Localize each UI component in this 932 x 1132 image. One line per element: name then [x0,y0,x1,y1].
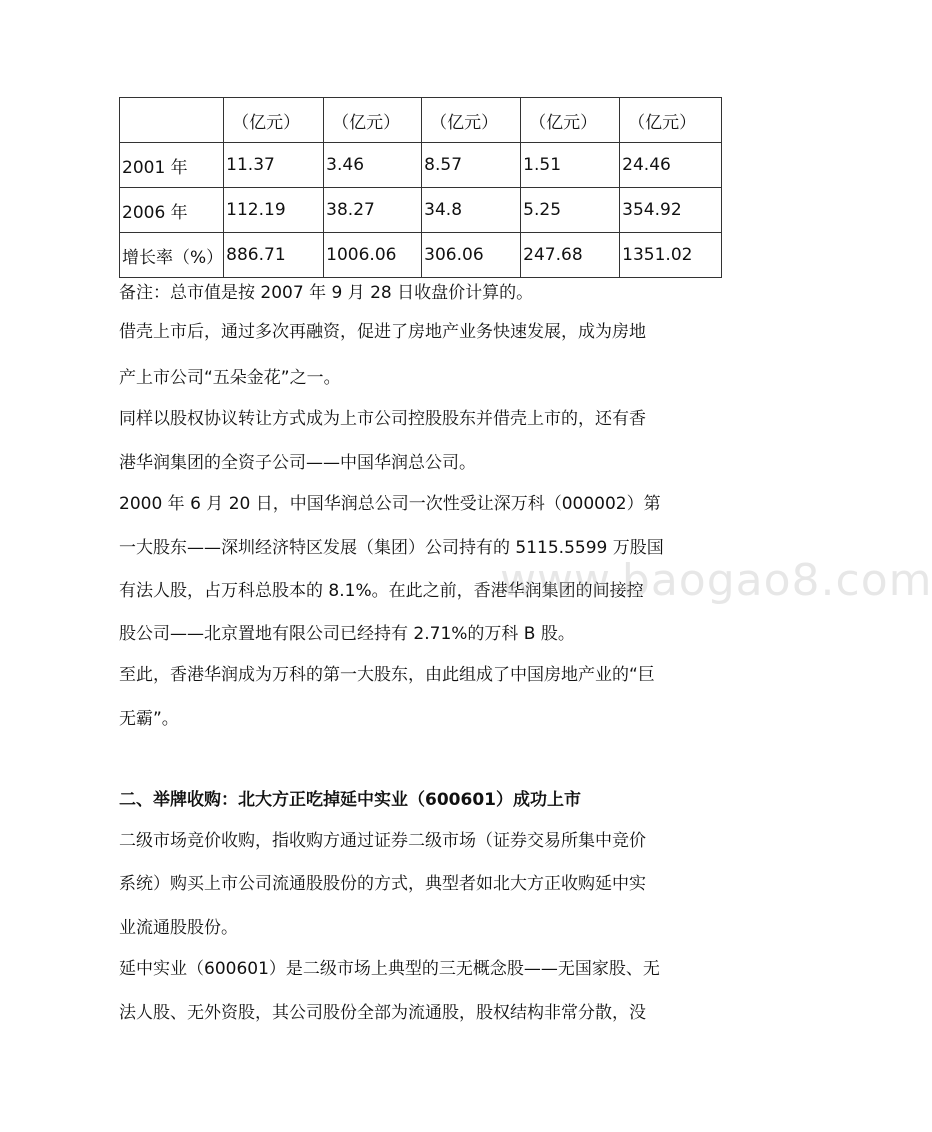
table-cell: 24.46 [620,143,722,188]
paragraph-line: 延中实业（600601）是二级市场上典型的三无概念股——无国家股、无 [119,959,660,979]
market-value-table [119,97,722,278]
table-cell: 增长率（%） [120,233,224,278]
table-cell: 2001 年 [120,143,224,188]
paragraph-line: 至此，香港华润成为万科的第一大股东，由此组成了中国房地产业的“巨 [119,665,655,685]
table-cell: 34.8 [422,188,521,233]
table-cell: 5.25 [521,188,620,233]
table-cell: 2006 年 [120,188,224,233]
paragraph-line: 二级市场竞价收购，指收购方通过证券二级市场（证券交易所集中竞价 [119,831,646,851]
table-cell: 11.37 [224,143,324,188]
paragraph-line: 法人股、无外资股，其公司股份全部为流通股，股权结构非常分散，没 [119,1003,646,1023]
table-cell: 3.46 [324,143,422,188]
paragraph-line: 2000 年 6 月 20 日，中国华润总公司一次性受让深万科（000002）第 [119,494,661,514]
table-cell: 247.68 [521,233,620,278]
site-watermark: www.baogao8.com [500,555,932,606]
table-cell: 1.51 [521,143,620,188]
paragraph-line: 有法人股，占万科总股本的 8.1%。在此之前，香港华润集团的间接控 [119,581,644,601]
paragraph-line: 产上市公司“五朵金花”之一。 [119,368,341,388]
paragraph-line: 借壳上市后，通过多次再融资，促进了房地产业务快速发展，成为房地 [119,322,646,342]
table-cell: （亿元） [620,98,722,143]
table-cell: 1351.02 [620,233,722,278]
table-row [120,188,722,233]
paragraph-line: 无霸”。 [119,709,179,729]
paragraph-line: 业流通股股份。 [119,918,238,938]
table-cell: （亿元） [521,98,620,143]
table-row [120,233,722,278]
table-cell: 112.19 [224,188,324,233]
table-cell: （亿元） [224,98,324,143]
table-cell: 38.27 [324,188,422,233]
table-cell: 354.92 [620,188,722,233]
paragraph-line: 同样以股权协议转让方式成为上市公司控股股东并借壳上市的，还有香 [119,409,646,429]
table-row [120,143,722,188]
table-cell: 1006.06 [324,233,422,278]
section-heading: 二、举牌收购：北大方正吃掉延中实业（600601）成功上市 [119,790,581,810]
paragraph-line: 股公司——北京置地有限公司已经持有 2.71%的万科 B 股。 [119,624,575,644]
paragraph-line: 一大股东——深圳经济特区发展（集团）公司持有的 5115.5599 万股国 [119,538,664,558]
table-note: 备注：总市值是按 2007 年 9 月 28 日收盘价计算的。 [119,283,534,303]
paragraph-line: 港华润集团的全资子公司——中国华润总公司。 [119,453,476,473]
table-cell: （亿元） [324,98,422,143]
table-cell [120,98,224,143]
table-cell: 306.06 [422,233,521,278]
table-cell: 886.71 [224,233,324,278]
table-header-row [120,98,722,143]
table-cell: 8.57 [422,143,521,188]
table-cell: （亿元） [422,98,521,143]
paragraph-line: 系统）购买上市公司流通股股份的方式，典型者如北大方正收购延中实 [119,874,646,894]
